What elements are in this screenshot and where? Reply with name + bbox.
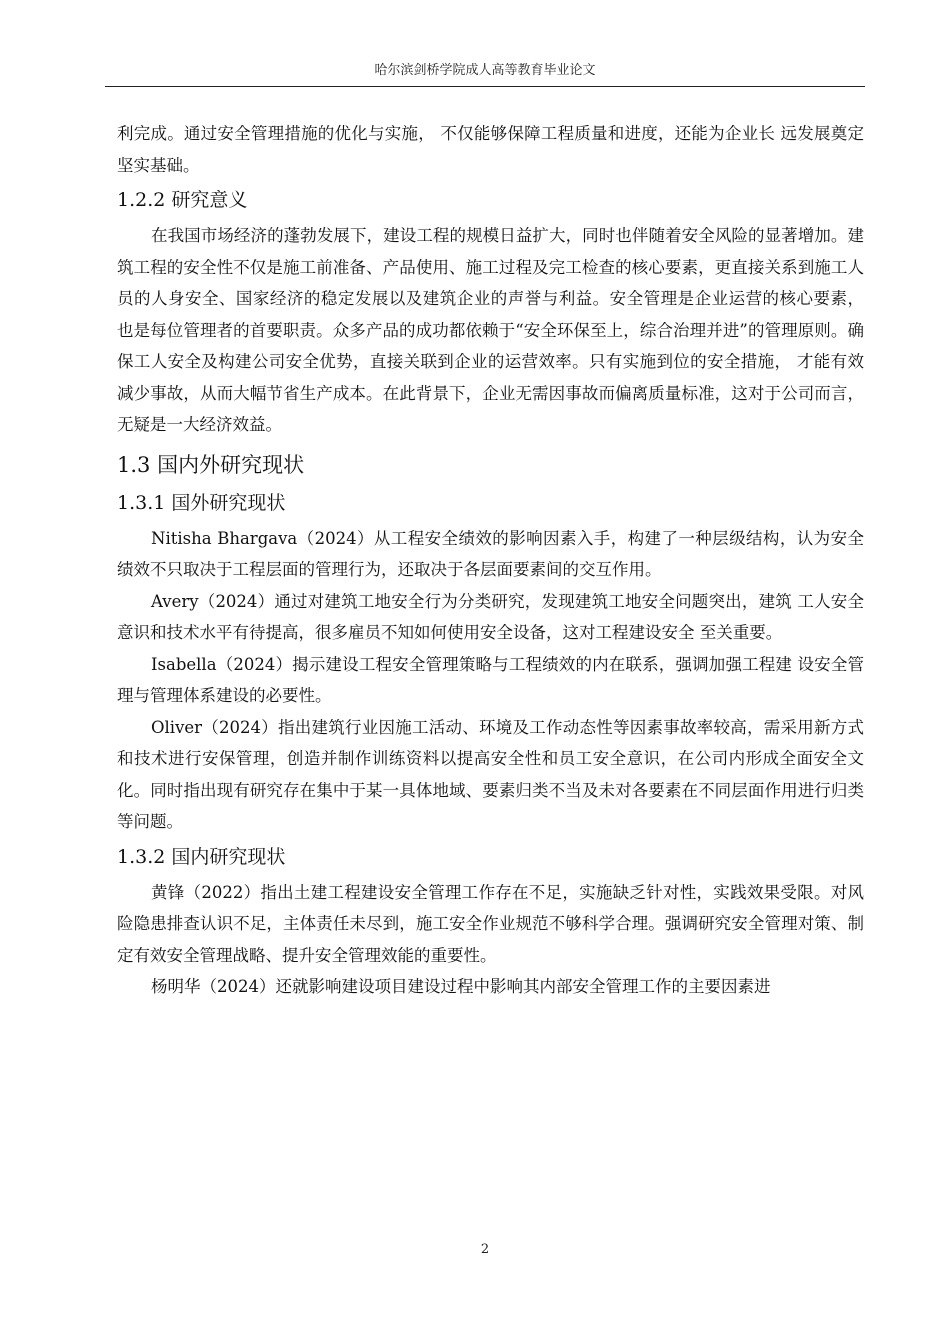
heading-1-3: 1.3 国内外研究现状 — [117, 452, 305, 477]
paragraph-avery: Avery（2024）通过对建筑工地安全行为分类研究，发现建筑工地安全问题突出，建筑 工人安全意识和技术水平有待提高，很多雇员不知如何使用安全设备，这对工程建设安全 至关重要。 — [117, 591, 864, 642]
heading-1-2-2: 1.2.2 研究意义 — [117, 189, 248, 211]
heading-1-3-1: 1.3.1 国外研究现状 — [117, 491, 286, 514]
page-header: 哈尔滨剑桥学院成人高等教育毕业论文 — [374, 63, 596, 78]
paragraph-research-significance: 在我国市场经济的蓬勃发展下，建设工程的规模日益扩大，同时也伴随着安全风险的显著增加。建筑工程的安全性不仅是施工前准备、产品使用、施工过程及完工检查的核心要素，更直接关系到施工人员的人身安全、国家经济的稳定发展以及建筑企业的声誉与利益。安全管理是企业运营的核心要素， 也是每位管理者的首要职责。众多产品的成功都依赖于“安全环保至上，综合治理并进”的管理原则。确保工人安全及构建公司安全优势，直接关联到企业的运营效率。只有实施到位的安全措施， 才能有效减少事故，从而大幅节省生产成本。在此背景下，企业无需因事故而偏离质量标准，这对于公司而言，无疑是一大经济效益。 — [117, 226, 864, 434]
heading-1-3-2: 1.3.2 国内研究现状 — [117, 845, 286, 868]
header-divider — [105, 86, 865, 87]
paragraph-isabella: Isabella（2024）揭示建设工程安全管理策略与工程绩效的内在联系，强调加强工程建 设安全管理与管理体系建设的必要性。 — [117, 654, 864, 705]
paragraph-intro-continuation: 利完成。通过安全管理措施的优化与实施， 不仅能够保障工程质量和进度，还能为企业长 远发展奠定坚实基础。 — [117, 124, 864, 175]
paragraph-oliver: Oliver（2024）指出建筑行业因施工活动、环境及工作动态性等因素事故率较高，需采用新方式和技术进行安保管理，创造并制作训练资料以提高安全性和员工安全意识，在公司内形成全面安全文化。同时指出现有研究存在集中于某一具体地域、要素归类不当及未对各要素在不同层面作用进行归类等问题。 — [117, 717, 864, 831]
paragraph-huangfeng: 黄锋（2022）指出土建工程建设安全管理工作存在不足，实施缺乏针对性，实践效果受限。对风险隐患排查认识不足，主体责任未尽到，施工安全作业规范不够科学合理。强调研究安全管理对策、制定有效安全管理战略、提升安全管理效能的重要性。 — [117, 882, 864, 965]
page-number: 2 — [480, 1242, 490, 1257]
paragraph-nitisha: Nitisha Bhargava（2024）从工程安全绩效的影响因素入手，构建了一种层级结构，认为安全绩效不只取决于工程层面的管理行为，还取决于各层面要素间的交互作用。 — [117, 528, 864, 579]
page-body — [117, 118, 864, 1003]
paragraph-yangminghua: 杨明华（2024）还就影响建设项目建设过程中影响其内部安全管理工作的主要因素进 — [151, 977, 771, 996]
